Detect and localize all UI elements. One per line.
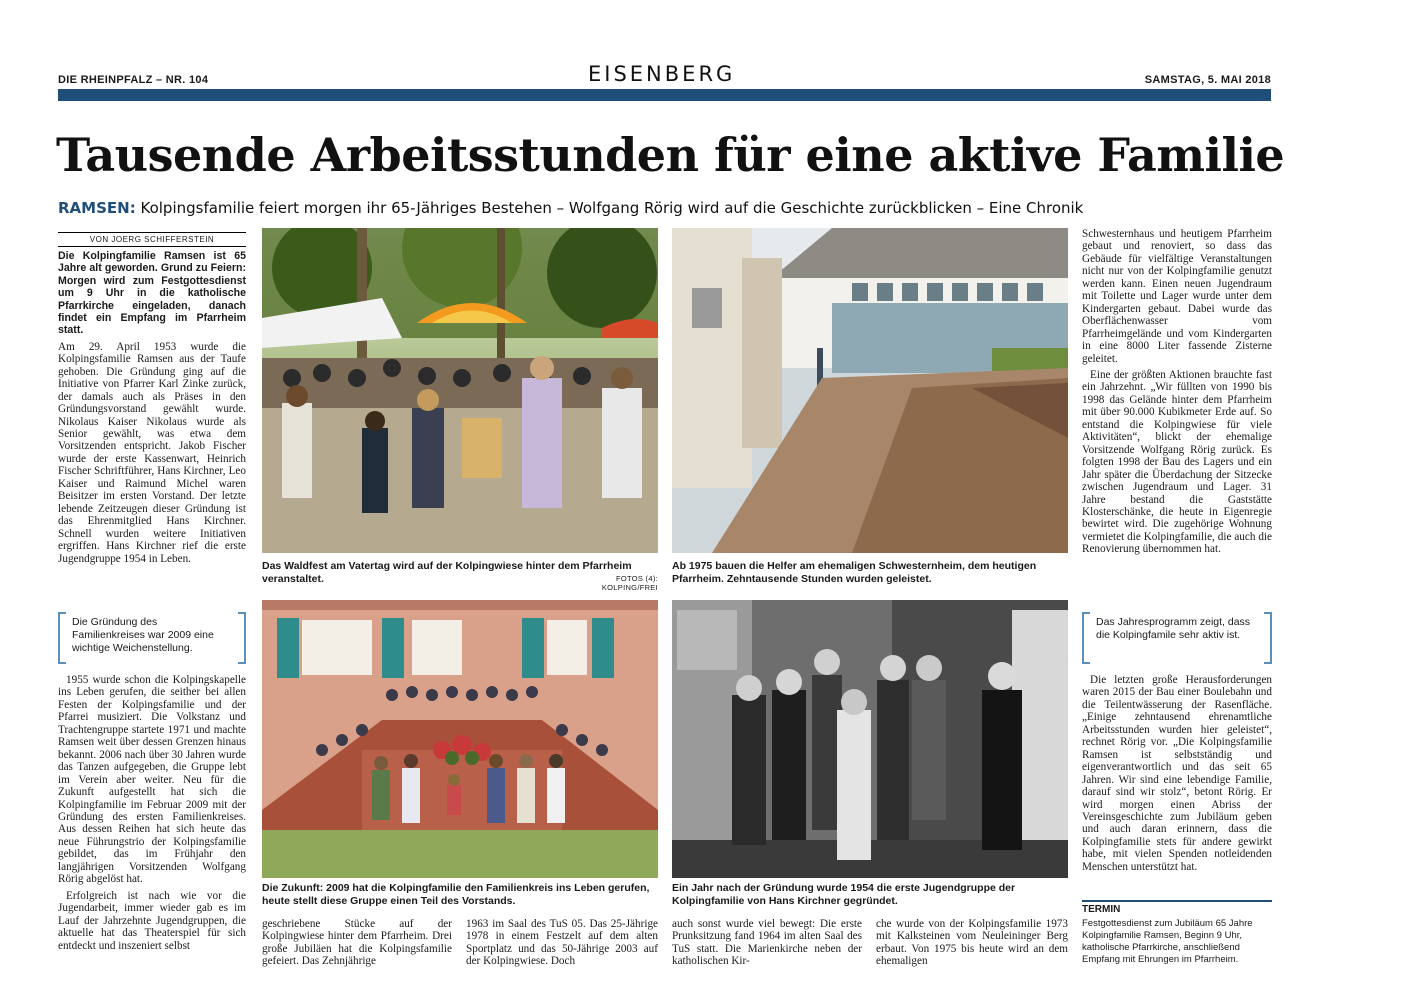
issue-date: SAMSTAG, 5. MAI 2018 xyxy=(1144,74,1271,86)
quote-bracket-left xyxy=(58,612,66,664)
photo-construction-image xyxy=(672,228,1068,553)
photo-youth-group-caption: Ein Jahr nach der Gründung wurde 1954 die erste Jugendgruppe der Kolpingfamilie von Hans Kirchner gegründet. xyxy=(672,882,1016,907)
photo-youth-group-image xyxy=(672,600,1068,878)
pull-quote-2 xyxy=(1082,612,1272,664)
photo-family-group-caption: Die Zukunft: 2009 hat die Kolpingfamilie den Familienkreis ins Leben gerufen, heute stellt diese Gruppe einen Teil des Vorstands. xyxy=(262,882,650,907)
photo-construction-caption: Ab 1975 bauen die Helfer am ehemaligen Schwesternheim, dem heutigen Pfarrheim. Zehntausende Stunden wurden geleistet. xyxy=(672,560,1037,585)
body-paragraph: Am 29. April 1953 wurde die Kolpingsfamilie Ramsen aus der Taufe gehoben. Die Gründung ging auf die Initiative von Pfarrer Karl Zinke zurück, der damals auch als Präses in den Gründungsvorstand gewählt wurde. Nikolaus Kaiser Nikolaus wurde als Senior gewählt, was etwa dem Vorsitzenden entspricht. Jakob Fischer wurde der erste Kassenwart, Heinrich Fischer Schriftführer, Hans Kirchner, Leo Kaiser und Raimund Michel waren Beisitzer im ersten Vorstand. Der letzte lebende Zeitzeugen dieser Gründung ist das Ehrenmitglied Hans Kirchner. Schnell wurden weitere Initiativen ergriffen. Hans Kirchner rief die erste Jugendgruppe 1954 in Leben. xyxy=(58,340,246,565)
photo-family-group xyxy=(262,600,658,878)
body-paragraph: 1963 im Saal des TuS 05. Das 25-Jährige 1978 in einem Festzelt auf dem alten Sportplatz und das 50-Jährige 2003 auf der Kolpingwiese. Doch xyxy=(466,918,658,968)
newspaper-issue: DIE RHEINPFALZ – NR. 104 xyxy=(58,74,209,86)
quote-bracket-right xyxy=(1264,612,1272,664)
pull-quote-text: Das Jahresprogramm zeigt, dass die Kolpingfamile sehr aktiv ist. xyxy=(1096,616,1251,641)
column-3-bottom xyxy=(466,918,658,974)
body-paragraph: geschriebene Stücke auf der Kolpingwiese hinter dem Pfarrheim. Drei große Jubiläen hat die Kolpingsfamilie gefeiert. Das Zehnjährige xyxy=(262,918,452,968)
photo-credit: FOTOS (4): KOLPING/FREI xyxy=(601,574,658,592)
body-paragraph: Die letzten große Herausforderungen waren 2015 der Bau einer Boulebahn und die Teilentwässerung der Rasenfläche. „Einige zehntausend ehrenamtliche Arbeitsstunden wurden hier geleistet“, rechnet Rörig vor. „Die Kolpingsfamilie Ramsen ist selbstständig und eigenverantwortlich und das seit 65 Jahren. Wir sind eine lebendige Familie, darauf sind wir stolz“, betont Rörig. Er wird morgen einen Abriss der Vereinsgeschichte zum Jubiläum geben und auch daran erinnern, dass die Kolpingfamilie stets für andere gewirkt habe, mit vielen Spenden notleidenden Menschen unterstützt hat. xyxy=(1082,674,1272,873)
quote-bracket-right xyxy=(238,612,246,664)
section-title: EISENBERG xyxy=(588,62,736,86)
termin-title: TERMIN xyxy=(1082,900,1272,915)
photo-construction xyxy=(672,228,1068,553)
column-1-top xyxy=(58,250,246,600)
column-5-bottom xyxy=(876,918,1068,974)
body-paragraph: Schwesternhaus und heutigem Pfarrheim gebaut und renoviert, so dass das Gebäude für vielfältige Veranstaltungen nicht nur von der Kolpingfamilie genutzt werden kann. Einen neuen Jugendraum mit Toilette und Lager wurde unter dem Kindergarten gebaut. Dabei wurde das Oberflächenwasser vom Pfarrheimgelände und vom Kindergarten in eine 8000 Liter fassende Zisterne geleitet. xyxy=(1082,228,1272,365)
pull-quote-1 xyxy=(58,612,246,664)
column-1-bottom xyxy=(58,674,246,974)
body-paragraph: 1955 wurde schon die Kolpingskapelle ins Leben gerufen, die seither bei allen Festen der Kolpingsfamilie und der Pfarrei musiziert. Die Volkstanz und Trachtengruppe startete 1971 und machte Ramsen weit über dessen Grenzen hinaus bekannt. 2006 nach über 30 Jahren wurde das Tanzen aufgegeben, die Gruppe lebt im Verein aber weiter. Neu für die Zukunft aufgestellt hat sich die Kolpingfamilie im Februar 2009 mit der Gründung des ersten Familienkreises. Aus dessen Reihen hat sich heute das neue Führungstrio der Kolpingsfamilie gebildet, das im Frühjahr den langjährigen Vorsitzenden Wolfgang Rörig abgelöst hat. xyxy=(58,674,246,886)
photo-waldfest-image xyxy=(262,228,658,553)
pull-quote-text: Die Gründung des Familienkreises war 2009 eine wichtige Weichenstellung. xyxy=(72,616,214,654)
subline-text: Kolpingsfamilie feiert morgen ihr 65-Jähriges Bestehen – Wolfgang Rörig wird auf die Geschichte zurückblicken – Eine Chronik xyxy=(140,199,1084,217)
dateline-place: RAMSEN: xyxy=(58,199,136,217)
author-byline: VON JOERG SCHIFFERSTEIN xyxy=(58,232,246,247)
article-subline xyxy=(58,199,1083,217)
lead-paragraph: Die Kolpingfamilie Ramsen ist 65 Jahre alt geworden. Grund zu Feiern: Morgen wird zum Festgottesdienst um 9 Uhr in die katholische Pfarrkirche eingeladen, danach findet ein Empfang im Pfarrheim statt. xyxy=(58,250,246,337)
photo-youth-group xyxy=(672,600,1068,878)
column-4-bottom-left xyxy=(672,918,862,974)
photo-family-group-image xyxy=(262,600,658,878)
article-headline: Tausende Arbeitsstunden für eine aktive Familie xyxy=(56,128,1285,182)
body-paragraph: Erfolgreich ist nach wie vor die Jugendarbeit, immer wieder gab es im Lauf der Jahrzehnte Jugendgruppen, die aktuelle hat das Theaterspiel für sich entdeckt und inszeniert selbst xyxy=(58,889,246,952)
column-4-bottom xyxy=(1082,674,1272,896)
quote-bracket-left xyxy=(1082,612,1090,664)
body-paragraph: che wurde von der Kolpingsfamilie 1973 mit Kalksteinen vom Neuleininger Berg erbaut. Von 1975 bis heute wird an dem ehemaligen xyxy=(876,918,1068,968)
body-paragraph: Eine der größten Aktionen brauchte fast ein Jahrzehnt. „Wir füllten von 1990 bis 1998 das Gelände hinter dem Pfarrheim mit über 90.000 Kubikmeter Erde auf. So entstand die Kolpingwiese für viele Aktivitäten“, blickt der ehemalige Vorsitzende Wolfgang Rörig zurück. Es folgten 1998 der Bau des Lagers und ein Jahr später die Überdachung der Sitzecke zwischen Jugendraum und Lager. 31 Jahre bestand die Gaststätte Klosterschänke, die heute in Eigenregie bewirtet wird. Die zugehörige Wohnung vermietet die Kolpingfamilie, die auch die Renovierung übernommen hat. xyxy=(1082,368,1272,556)
termin-text: Festgottesdienst zum Jubiläum 65 Jahre Kolpingfamilie Ramsen, Beginn 9 Uhr, katholische Pfarrkirche, anschließend Empfang mit Ehrungen im Pfarrheim. xyxy=(1082,918,1253,965)
photo-waldfest xyxy=(262,228,658,553)
header-rule xyxy=(58,89,1271,101)
photo-waldfest-caption: Das Waldfest am Vatertag wird auf der Kolpingwiese hinter dem Pfarrheim veranstaltet. xyxy=(262,560,632,585)
column-4-top xyxy=(1082,228,1272,602)
body-paragraph: auch sonst wurde viel bewegt: Die erste Prunksitzung fand 1964 im alten Saal des TuS statt. Die Marienkirche neben der katholischen Kir- xyxy=(672,918,862,968)
column-2-bottom xyxy=(262,918,452,974)
